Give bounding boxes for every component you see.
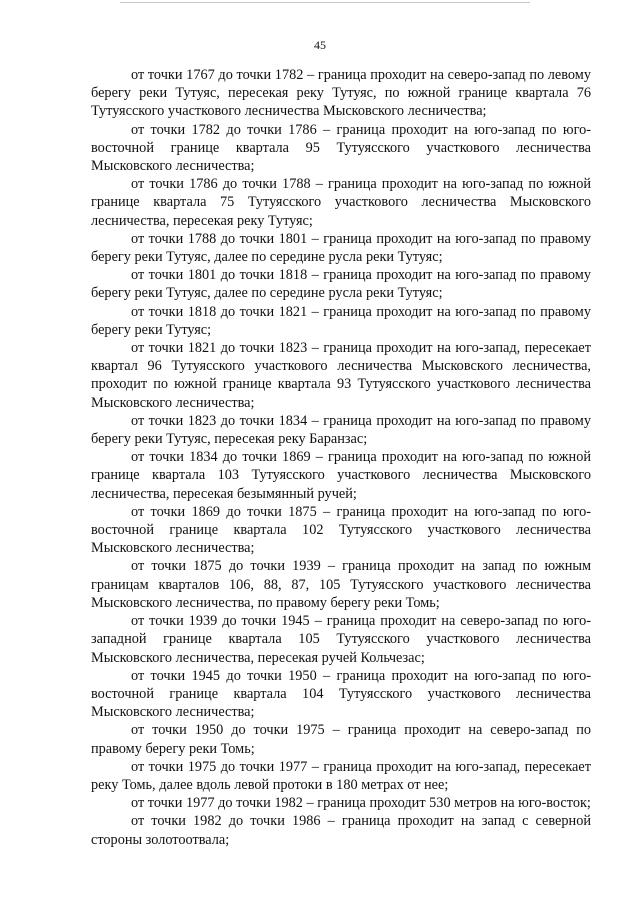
document-body: [91, 66, 591, 849]
scan-edge-mark: [120, 2, 530, 3]
boundary-paragraph: от точки 1767 до точки 1782 – граница проходит на северо-запад по левому берегу реки Тутуяс, пересекая реку Тутуяс, по южной границе квартала 76 Тутуясского участкового лесничества Мысковского лесничества;: [91, 67, 591, 120]
boundary-paragraph: от точки 1818 до точки 1821 – граница проходит на юго-запад по правому берегу реки Тутуяс;: [91, 303, 591, 338]
boundary-paragraph: от точки 1950 до точки 1975 – граница проходит на северо-запад по правому берегу реки Томь;: [91, 722, 591, 757]
boundary-paragraph: от точки 1975 до точки 1977 – граница проходит на юго-запад, пересекает реку Томь, далее вдоль левой протоки в 180 метрах от нее;: [91, 758, 591, 793]
boundary-paragraph: от точки 1939 до точки 1945 – граница проходит на северо-запад по юго-западной границе квартала 105 Тутуясского участкового лесничества Мысковского лесничества, пересекая ручей Кольчезас;: [91, 613, 591, 666]
boundary-paragraph: от точки 1786 до точки 1788 – граница проходит на юго-запад по южной границе квартала 75 Тутуясского участкового лесничества Мысковского лесничества, пересекая реку Тутуяс;: [91, 176, 591, 229]
boundary-paragraph: от точки 1875 до точки 1939 – граница проходит на запад по южным границам кварталов 106, 88, 87, 105 Тутуясского участкового лесничества Мысковского лесничества, по правому берегу реки Томь;: [91, 558, 591, 611]
boundary-paragraph: от точки 1788 до точки 1801 – граница проходит на юго-запад по правому берегу реки Тутуяс, далее по середине русла реки Тутуяс;: [91, 230, 591, 266]
boundary-paragraph: от точки 1782 до точки 1786 – граница проходит на юго-запад по юго-восточной границе квартала 95 Тутуясского участкового лесничества Мысковского лесничества;: [91, 121, 591, 175]
boundary-paragraph: от точки 1801 до точки 1818 – граница проходит на юго-запад по правому берегу реки Тутуяс, далее по середине русла реки Тутуяс;: [91, 267, 591, 302]
boundary-paragraph: от точки 1869 до точки 1875 – граница проходит на юго-запад по юго-восточной границе квартала 102 Тутуясского участкового лесничества Мысковского лесничества;: [91, 503, 591, 557]
boundary-paragraph: от точки 1823 до точки 1834 – граница проходит на юго-запад по правому берегу реки Тутуяс, пересекая реку Баранзас;: [91, 412, 591, 448]
boundary-paragraph: от точки 1945 до точки 1950 – граница проходит на юго-запад по юго-восточной границе квартала 104 Тутуясского участкового лесничества Мысковского лесничества;: [91, 667, 591, 721]
boundary-paragraph: от точки 1821 до точки 1823 – граница проходит на юго-запад, пересекает квартал 96 Тутуясского участкового лесничества Мысковского лесничества, проходит по южной границе квартала 93 Тутуясского участкового лесничества Мысковского лесничества;: [91, 340, 591, 411]
boundary-paragraph: от точки 1834 до точки 1869 – граница проходит на юго-запад по южной границе квартала 103 Тутуясского участкового лесничества Мысковского лесничества, пересекая безымянный ручей;: [91, 449, 591, 502]
boundary-paragraph: от точки 1977 до точки 1982 – граница проходит 530 метров на юго-восток;: [131, 795, 591, 812]
boundary-paragraph: от точки 1982 до точки 1986 – граница проходит на запад с северной стороны золотоотвала;: [91, 813, 591, 848]
page-number: 45: [314, 38, 326, 52]
